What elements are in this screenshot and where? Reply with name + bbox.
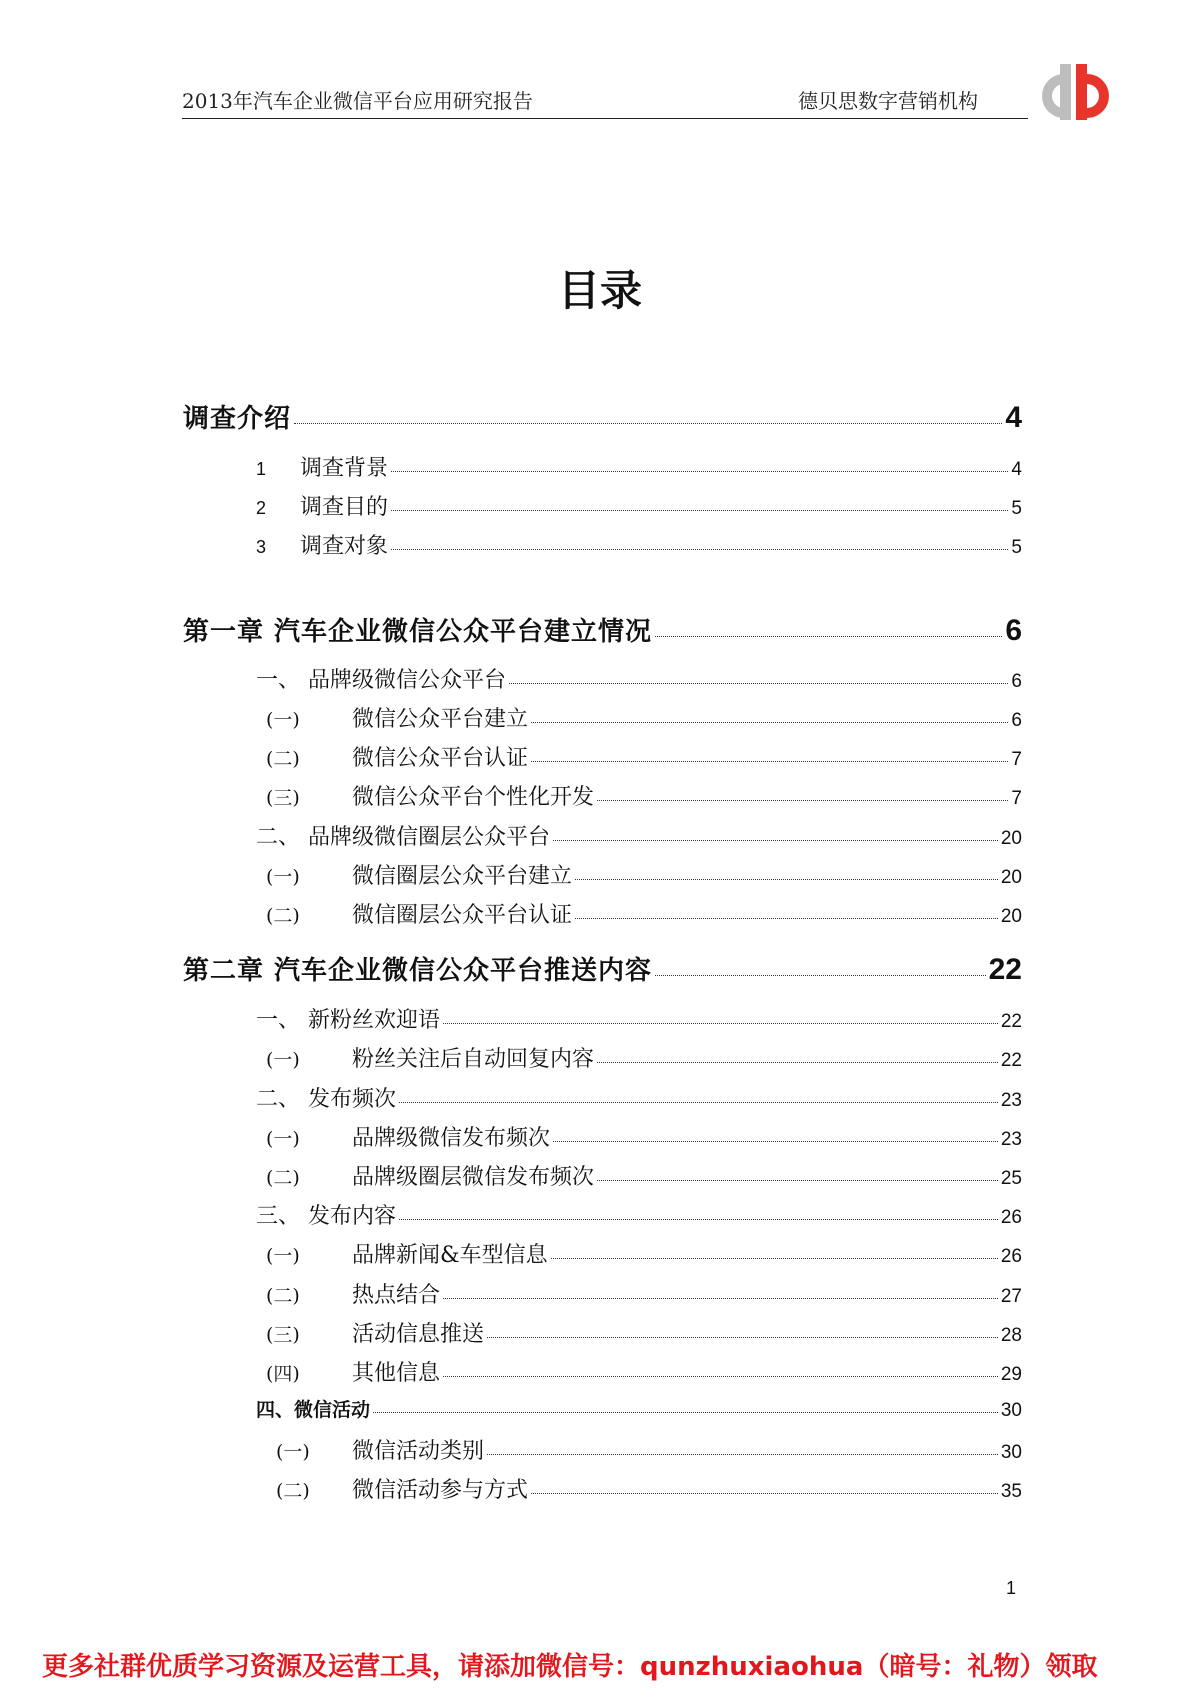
toc-entry-number: (一) [266,709,300,731]
toc-entry-label: 发布内容 [308,1204,397,1229]
toc-entry-page: 26 [1000,1207,1022,1228]
toc-entry-page: 20 [1000,828,1022,849]
toc-entry[interactable] [266,1121,1022,1152]
toc-entry-page: 22 [1000,1011,1022,1032]
toc-entry[interactable] [256,820,1022,851]
toc-entry-label: 活动信息推送 [352,1322,485,1347]
toc-entry-page: 22 [1000,1050,1022,1071]
toc-entry-page: 28 [1000,1325,1022,1346]
toc-entry-label: 微信公众平台建立 [352,707,529,732]
toc-entry-label: 品牌新闻&车型信息 [352,1243,548,1268]
toc-entry-label: 品牌级微信圈层公众平台 [308,825,551,850]
toc-entry-number: 2 [256,498,267,518]
toc-entry-label: 品牌级微信发布频次 [352,1126,551,1151]
toc-entry-number: (一) [276,1441,310,1463]
toc-entry-page: 23 [1000,1129,1022,1150]
toc-entry[interactable] [266,859,1022,890]
page-title: 目录 [557,266,642,315]
toc-entry-label: 其他信息 [352,1361,441,1386]
toc-entry-page: 26 [1000,1246,1022,1267]
toc-entry-page: 27 [1000,1286,1022,1307]
toc-entry-page: 30 [1000,1442,1022,1463]
toc-entry-page: 30 [1000,1400,1022,1421]
toc-entry-label: 微信活动参与方式 [352,1478,529,1503]
toc-entry-label: 新粉丝欢迎语 [308,1008,441,1033]
toc-entry-label: 热点结合 [352,1283,441,1308]
toc-entry-page: 25 [1000,1168,1022,1189]
organization-name: 德贝思数字营销机构 [798,89,978,113]
toc-entry-label: 微信活动类别 [352,1439,485,1464]
toc-entry-page: 6 [1011,671,1022,692]
toc-entry[interactable] [256,490,1022,521]
toc-entry-number: (一) [266,1049,300,1071]
toc-entry-label: 发布频次 [308,1087,397,1112]
toc-entry-label: 调查背景 [300,456,389,481]
toc-entry-label: 微信圈层公众平台建立 [352,864,573,889]
toc-entry[interactable] [256,1395,1022,1422]
toc-entry-label: 粉丝关注后自动回复内容 [352,1047,595,1072]
toc-entry[interactable] [183,611,1022,648]
toc-entry-number: 二、 [256,825,301,850]
toc-entry-page: 7 [1011,749,1022,770]
toc-entry-number: (四) [266,1363,300,1385]
toc-entry[interactable] [266,1238,1022,1269]
toc-entry[interactable] [266,1042,1022,1073]
toc-entry-label: 四、微信活动 [256,1399,371,1421]
toc-entry-label: 品牌级圈层微信发布频次 [352,1165,595,1190]
toc-entry-page: 6 [1005,614,1022,647]
toc-entry[interactable] [276,1434,1022,1465]
toc-entry[interactable] [256,1003,1022,1034]
toc-entry-label: 微信公众平台认证 [352,746,529,771]
toc-entry-number: (二) [266,748,300,770]
toc-entry[interactable] [256,663,1022,694]
toc-entry-number: 一、 [256,668,301,693]
toc-entry-number: (一) [266,866,300,888]
toc-entry-page: 20 [1000,906,1022,927]
toc-entry-page: 20 [1000,867,1022,888]
toc-entry-number: 一、 [256,1008,301,1033]
toc-entry-number: (三) [266,787,300,809]
toc-entry-number: (二) [266,1167,300,1189]
toc-entry-number: (二) [276,1480,310,1502]
toc-entry-label: 调查介绍 [183,404,292,434]
toc-entry[interactable] [183,950,1022,987]
toc-entry-page: 29 [1000,1364,1022,1385]
toc-entry[interactable] [256,1199,1022,1230]
toc-entry-label: 微信公众平台个性化开发 [352,785,595,810]
toc-entry[interactable] [266,898,1022,929]
toc-entry-page: 4 [1005,401,1022,434]
toc-entry-number: 三、 [256,1204,301,1229]
toc-entry[interactable] [183,398,1022,435]
toc-entry-number: 二、 [256,1087,301,1112]
toc-entry[interactable] [266,1356,1022,1387]
toc-entry-page: 22 [988,953,1022,986]
toc-entry-page: 35 [1000,1481,1022,1502]
toc-entry[interactable] [266,780,1022,811]
toc-entry-number: 3 [256,537,267,557]
toc-entry[interactable] [266,1160,1022,1191]
toc-entry-page: 23 [1000,1090,1022,1111]
toc-entry-page: 4 [1011,459,1022,480]
page-number: 1 [1006,1578,1017,1598]
promo-banner: 更多社群优质学习资源及运营工具，请添加微信号：qunzhuxiaohua（暗号：礼物）领取 [42,1652,1098,1682]
toc-entry-label: 品牌级微信公众平台 [308,668,507,693]
toc-entry[interactable] [276,1473,1022,1504]
toc-entry-label: 调查对象 [300,534,389,559]
toc-entry-number: (一) [266,1128,300,1150]
toc-entry-label: 微信圈层公众平台认证 [352,903,573,928]
toc-entry-number: (二) [266,905,300,927]
toc-entry-label: 第一章 汽车企业微信公众平台建立情况 [183,617,653,647]
toc-entry-label: 第二章 汽车企业微信公众平台推送内容 [183,956,653,986]
toc-entry[interactable] [256,1082,1022,1113]
toc-entry[interactable] [266,1278,1022,1309]
toc-entry-page: 5 [1011,537,1022,558]
toc-entry-number: (二) [266,1285,300,1307]
toc-entry-page: 6 [1011,710,1022,731]
document-title: 2013年汽车企业微信平台应用研究报告 [182,89,533,113]
page-header [182,84,1028,119]
toc-entry-number: (一) [266,1245,300,1267]
db-logo [1032,60,1122,130]
toc-entry-number: 1 [256,459,267,479]
toc-entry[interactable] [256,451,1022,482]
toc-entry-number: (三) [266,1324,300,1346]
toc-entry[interactable] [266,702,1022,733]
toc-entry[interactable] [266,741,1022,772]
toc-entry-label: 调查目的 [300,495,389,520]
toc-entry[interactable] [266,1317,1022,1348]
toc-entry-page: 5 [1011,498,1022,519]
toc-entry-page: 7 [1011,788,1022,809]
toc-entry[interactable] [256,529,1022,560]
